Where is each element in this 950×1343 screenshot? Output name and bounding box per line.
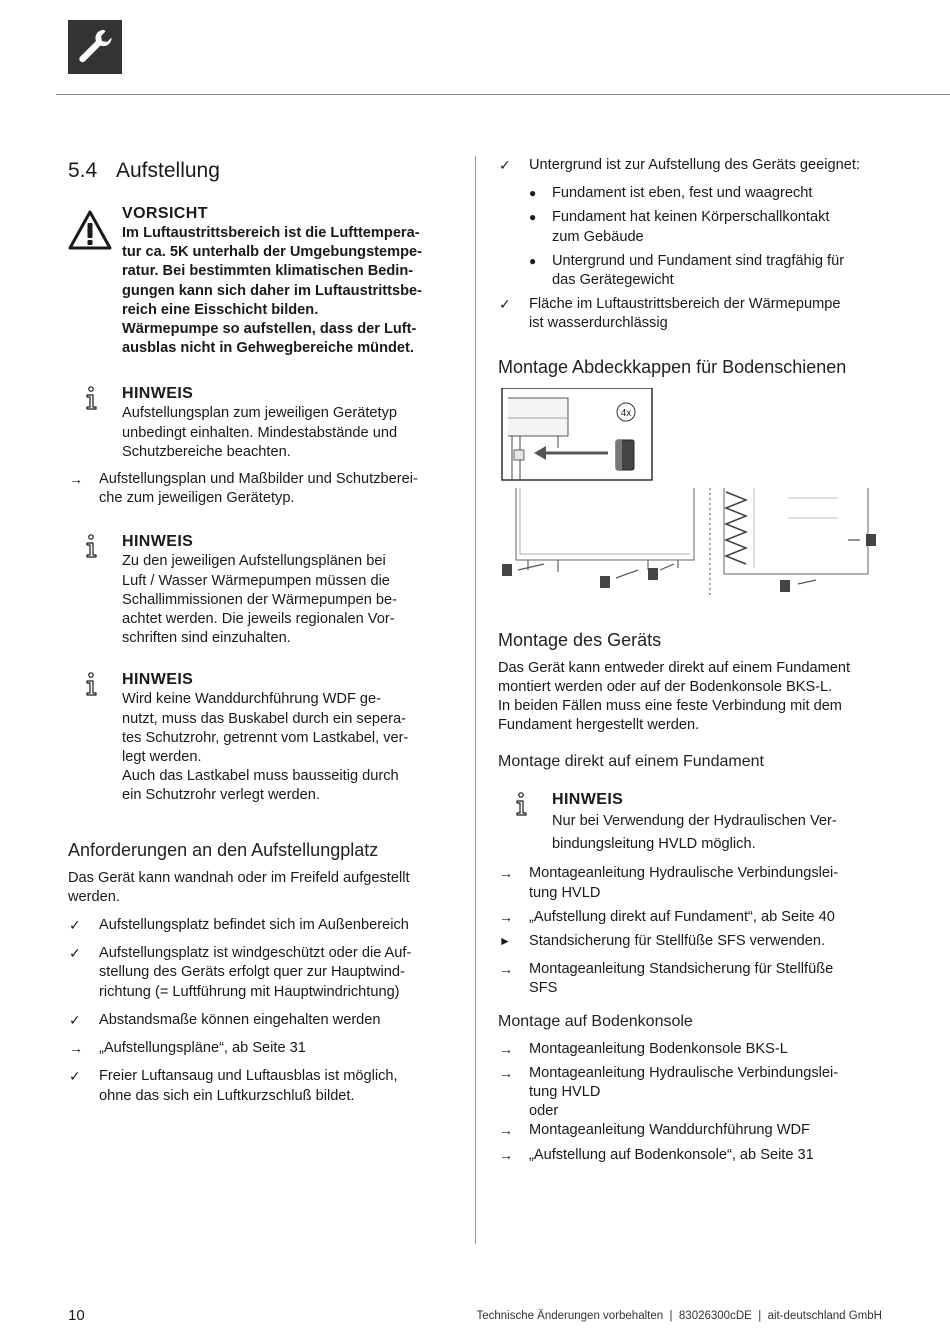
item-line: ist wasserdurchlässig — [529, 315, 668, 332]
check-icon: ✓ — [69, 1068, 81, 1085]
note-line: Nur bei Verwendung der Hydraulischen Ver- — [552, 813, 837, 830]
header-rule — [56, 94, 950, 95]
note-title: HINWEIS — [122, 671, 194, 689]
caution-line: ausblas nicht in Gehwegbereiche mündet. — [122, 340, 414, 357]
item-line: Untergrund ist zur Aufstellung des Geräts geeignet: — [529, 157, 860, 173]
list-item — [498, 1121, 884, 1140]
caps-figure — [498, 388, 884, 608]
bullet-item — [498, 208, 884, 246]
item-line: Fundament ist eben, fest und waagrecht — [552, 185, 813, 202]
item-line: Standsicherung für Stellfüße SFS verwenden. — [529, 933, 826, 950]
note-box — [68, 384, 454, 462]
item-line: Untergrund und Fundament sind tragfähig für — [552, 252, 845, 269]
info-icon — [84, 672, 100, 701]
list-item — [68, 944, 454, 1002]
wrench-icon — [68, 20, 122, 74]
footer-text: Technische Änderungen vorbehalten | 83026300cDE | ait-deutschland GmbH — [476, 1310, 882, 1322]
note-line: legt werden. — [122, 749, 202, 766]
caps-heading: Montage Abdeckkappen für Bodenschienen — [498, 356, 847, 377]
item-line: ohne das sich ein Luftkurzschluß bildet. — [99, 1087, 355, 1104]
caution-line: ratur. Bei bestimmten klimatischen Bedin- — [122, 263, 414, 280]
right-column — [498, 156, 884, 1165]
list-item — [498, 295, 884, 333]
item-line: Montageanleitung Standsicherung für Stellfüße — [529, 961, 834, 978]
list-item — [68, 916, 454, 935]
caps-illustration — [498, 388, 884, 608]
check-icon: ✓ — [499, 296, 511, 313]
check-icon: ✓ — [499, 157, 511, 173]
caution-line: Wärmepumpe so aufstellen, dass der Luft- — [122, 321, 417, 338]
note-line: achtet werden. Die jeweils regionalen Vor- — [122, 611, 395, 628]
list-item — [498, 1040, 884, 1059]
note-line: nutzt, muss das Buskabel durch ein sepera- — [122, 710, 406, 727]
arrow-icon: → — [69, 1040, 83, 1057]
item-line: das Gerätegewicht — [552, 272, 674, 289]
mounting-paragraph — [498, 659, 884, 736]
note-line: unbedingt einhalten. Mindestabstände und — [122, 424, 398, 441]
para-line: Das Gerät kann entweder direkt auf einem Fundament — [498, 659, 851, 676]
count-label: 4x — [620, 407, 632, 419]
bullet-item — [498, 252, 884, 290]
list-item — [498, 1064, 884, 1122]
note-box — [68, 670, 454, 805]
intro-line: Das Gerät kann wandnah oder im Freifeld aufgestellt — [68, 869, 410, 886]
note-line: Auch das Lastkabel muss bausseitig durch — [122, 768, 399, 785]
item-line: Aufstellungsplan und Maßbilder und Schutzberei- — [99, 471, 418, 488]
note-body — [122, 690, 454, 805]
list-item — [498, 960, 884, 998]
arrow-icon: → — [499, 1146, 513, 1163]
item-line: zum Gebäude — [552, 228, 644, 245]
caution-line: reich eine Eisschicht bilden. — [122, 301, 319, 318]
list-item — [68, 470, 454, 508]
note-line: Zu den jeweiligen Aufstellungsplänen bei — [122, 553, 386, 570]
note-title: HINWEIS — [122, 385, 194, 403]
item-line: „Aufstellung auf Bodenkonsole“, ab Seite 31 — [529, 1146, 814, 1163]
column-divider — [475, 156, 476, 1244]
item-line: Freier Luftansaug und Luftausblas ist möglich, — [99, 1068, 398, 1085]
note-line: bindungsleitung HVLD möglich. — [552, 836, 756, 853]
page-number: 10 — [68, 1307, 85, 1324]
requirements-intro — [68, 869, 454, 907]
arrow-icon: → — [499, 1122, 513, 1139]
note-body — [122, 552, 454, 648]
requirements-heading: Anforderungen an den Aufstellungplatz — [68, 839, 379, 860]
list-item — [498, 1146, 884, 1165]
note-line: Luft / Wasser Wärmepumpen müssen die — [122, 572, 390, 589]
item-line: Montageanleitung Hydraulische Verbindungslei- — [529, 1064, 839, 1081]
item-line: Montageanleitung Bodenkonsole BKS-L — [529, 1040, 788, 1057]
note-body — [122, 404, 454, 462]
note-line: schriften sind einzuhalten. — [122, 630, 291, 647]
arrow-icon: → — [499, 865, 513, 882]
check-icon: ✓ — [69, 1011, 81, 1028]
list-item — [68, 1039, 454, 1058]
bullet-icon: ● — [529, 210, 537, 225]
note-box — [68, 532, 454, 648]
caution-box — [68, 204, 454, 358]
item-line: oder — [529, 1103, 559, 1120]
para-line: Fundament hergestellt werden. — [498, 717, 700, 734]
caution-line: Im Luftaustrittsbereich ist die Lufttempera- — [122, 225, 420, 241]
item-line: stellung des Geräts erfolgt quer zur Hauptwind- — [99, 964, 405, 981]
caution-line: gungen kann sich daher im Luftaustrittsbe- — [122, 282, 423, 299]
bullet-item — [498, 184, 884, 203]
caution-body — [122, 224, 454, 358]
para-line: montiert werden oder auf der Bodenkonsole BKS-L. — [498, 678, 833, 695]
note-line: tes Schutzrohr, getrennt vom Lastkabel, ver- — [122, 729, 409, 746]
check-icon: ✓ — [69, 917, 81, 934]
mounting-heading: Montage des Geräts — [498, 629, 662, 650]
item-line: Aufstellungsplatz befindet sich im Außenbereich — [99, 917, 409, 934]
item-line: richtung (= Luftführung mit Hauptwindrichtung) — [99, 983, 400, 1000]
note-line: ein Schutzrohr verlegt werden. — [122, 787, 320, 804]
triangle-icon: ► — [499, 934, 511, 949]
arrow-icon: → — [499, 1064, 513, 1081]
note-title: HINWEIS — [552, 791, 624, 809]
item-line: che zum jeweiligen Gerätetyp. — [99, 490, 295, 507]
arrow-icon: → — [499, 1040, 513, 1057]
item-line: tung HVLD — [529, 1084, 601, 1101]
item-line: SFS — [529, 980, 558, 997]
intro-line: werden. — [68, 888, 120, 905]
para-line: In beiden Fällen muss eine feste Verbindung mit dem — [498, 698, 842, 715]
item-line: Montageanleitung Hydraulische Verbindungslei- — [529, 865, 839, 882]
item-line: Fundament hat keinen Körperschallkontakt — [552, 209, 830, 226]
item-line: „Aufstellungspläne“, ab Seite 31 — [99, 1040, 306, 1057]
console-heading: Montage auf Bodenkonsole — [498, 1012, 693, 1030]
note-line: Schallimmissionen der Wärmepumpen be- — [122, 591, 397, 608]
info-icon — [84, 386, 100, 415]
left-column — [68, 156, 454, 1106]
caution-title: VORSICHT — [122, 205, 208, 222]
item-line: „Aufstellung direkt auf Fundament“, ab Seite 40 — [529, 908, 835, 925]
arrow-icon: → — [69, 471, 83, 488]
note-title: HINWEIS — [122, 533, 194, 551]
arrow-icon: → — [499, 961, 513, 978]
item-line: Aufstellungsplatz ist windgeschützt oder die Auf- — [99, 945, 412, 962]
section-heading — [68, 159, 454, 183]
list-item — [68, 1011, 454, 1030]
item-line: Montageanleitung Wanddurchführung WDF — [529, 1122, 810, 1139]
section-number: 5.4 — [68, 159, 98, 182]
caution-line: tur ca. 5K unterhalb der Umgebungstempe- — [122, 244, 423, 261]
note-box — [498, 790, 884, 856]
bullet-icon: ● — [529, 186, 537, 201]
item-line: tung HVLD — [529, 884, 601, 901]
note-line: Schutzbereiche beachten. — [122, 443, 291, 460]
arrow-icon: → — [499, 908, 513, 925]
note-line: Aufstellungsplan zum jeweiligen Gerätetyp — [122, 405, 398, 422]
direct-heading: Montage direkt auf einem Fundament — [498, 753, 764, 771]
list-item — [498, 156, 884, 175]
warning-icon — [68, 210, 112, 255]
item-line: Fläche im Luftaustrittsbereich der Wärmepumpe — [529, 296, 841, 313]
list-item — [68, 1067, 454, 1105]
list-item — [498, 864, 884, 902]
info-icon — [84, 534, 100, 563]
note-body — [552, 810, 884, 856]
section-title: Aufstellung — [116, 159, 220, 182]
info-icon — [514, 792, 530, 821]
list-item — [498, 908, 884, 927]
item-line: Abstandsmaße können eingehalten werden — [99, 1011, 381, 1028]
check-icon: ✓ — [69, 945, 81, 962]
note-line: Wird keine Wanddurchführung WDF ge- — [122, 691, 382, 708]
list-item — [498, 932, 884, 951]
bullet-icon: ● — [529, 253, 537, 268]
